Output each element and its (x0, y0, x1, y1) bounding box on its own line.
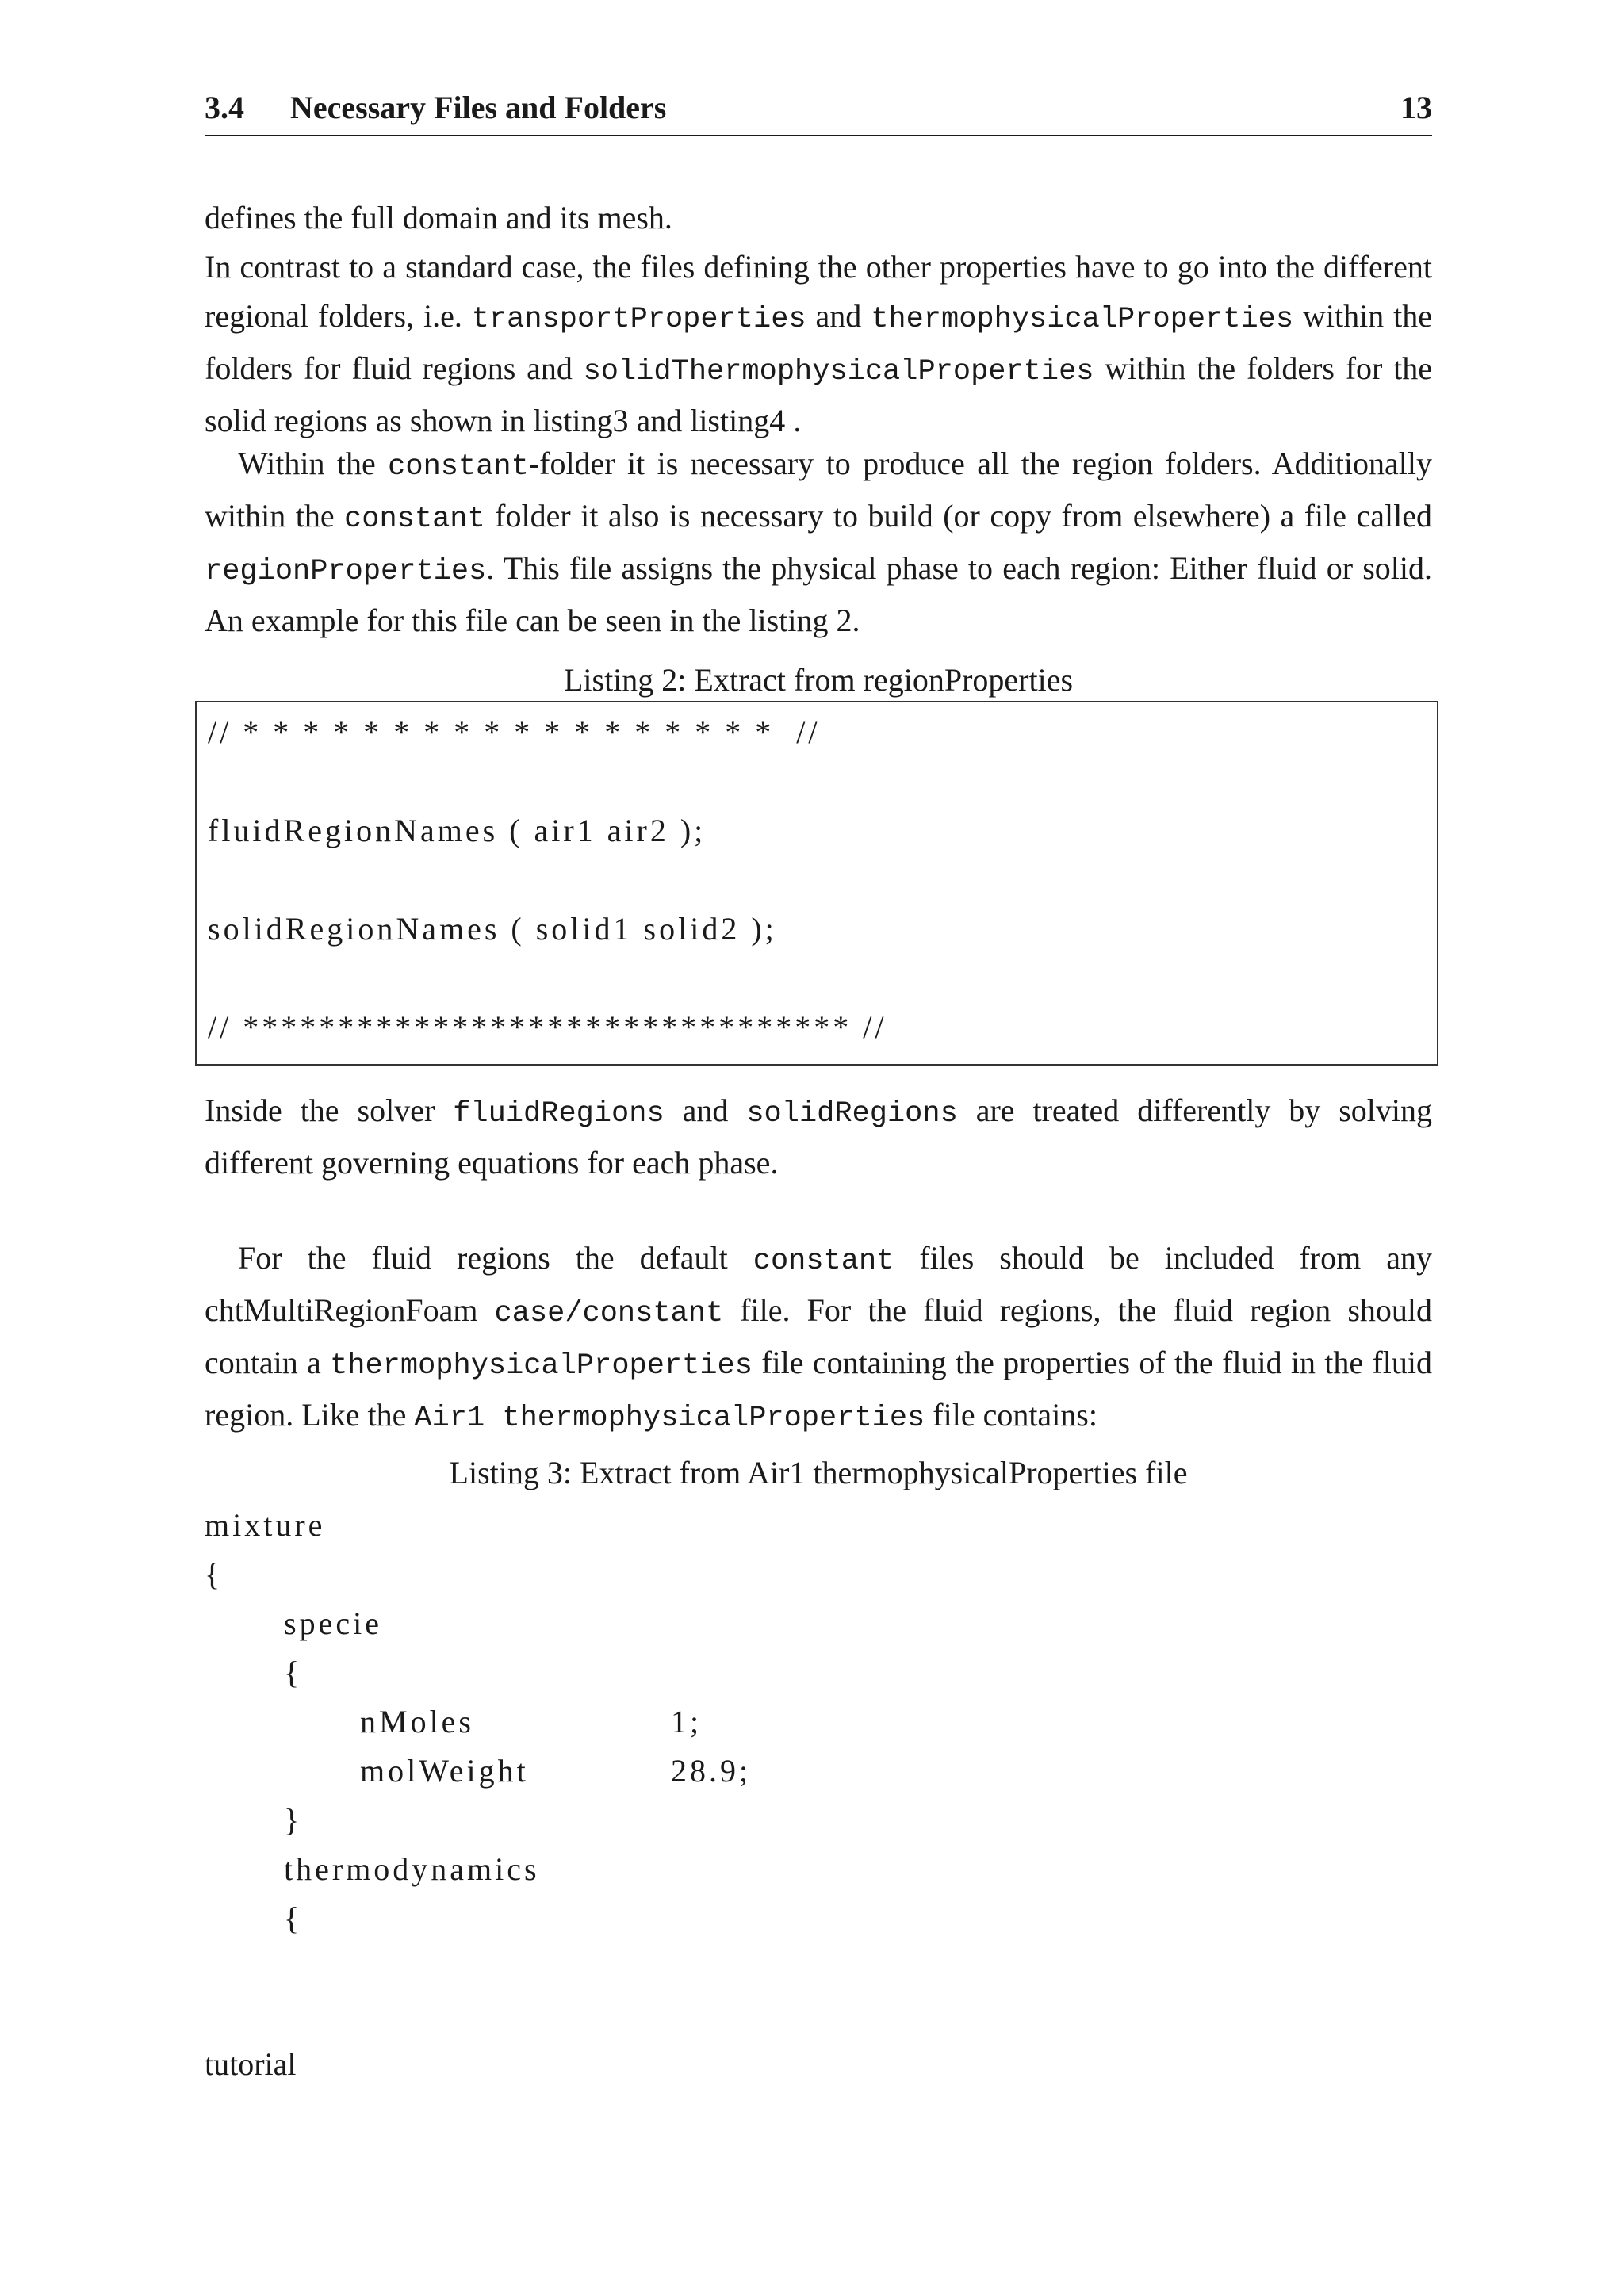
code-term: solidThermophysicalProperties (583, 355, 1094, 388)
code-line: specie (284, 1605, 382, 1641)
code-line: { (284, 1900, 303, 1936)
code-line: // * * * * * * * * * * * * * * * * * * // (208, 714, 821, 750)
code-line: thermodynamics (284, 1851, 540, 1887)
code-line: { (284, 1655, 303, 1690)
listing-3-code (205, 1506, 1432, 1998)
code-line: } (284, 1802, 303, 1838)
running-footer: tutorial (205, 2046, 297, 2082)
code-term: solidRegions (746, 1097, 958, 1131)
code-line: fluidRegionNames ( air1 air2 ); (208, 813, 707, 848)
listing-3-caption: Listing 3: Extract from Air1 thermophysicalProperties file (449, 1455, 1188, 1490)
code-term: Air1 thermophysicalProperties (414, 1402, 925, 1435)
paragraph-domain: defines the full domain and its mesh. (205, 200, 672, 235)
code-line: 28.9; (671, 1753, 752, 1789)
page-number: 13 (1400, 90, 1432, 125)
code-line: 1; (671, 1704, 703, 1739)
code-term: thermophysicalProperties (871, 303, 1294, 336)
code-line: { (205, 1556, 224, 1592)
code-term: thermophysicalProperties (330, 1349, 753, 1383)
code-line: mixture (205, 1507, 326, 1543)
code-line: solidRegionNames ( solid1 solid2 ); (208, 911, 777, 947)
listing-2-caption: Listing 2: Extract from regionProperties (563, 662, 1074, 698)
paragraph-regional-folders: In contrast to a standard case, the files defining the other properties have to go into the different regional folders, i.e. transportProperties and thermophysicalProperties within the folders for fluid regions and solidThermophysicalProperties within the folders for the solid regions as shown in listing3 and listing4 . (205, 249, 1432, 438)
code-line: molWeight (360, 1753, 529, 1789)
section-number: 3.4 (205, 90, 244, 125)
code-term: constant (344, 503, 485, 536)
paragraph-constant-folder: Within the constant-folder it is necessary to produce all the region folders. Additionally within the constant folder it also is necessary to build (or copy from elsewhere) a file called regionProperties. This file assigns the physical phase to each region: Either fluid or solid. An example for this file can be seen in the listing 2. (205, 446, 1432, 638)
code-term: constant (753, 1245, 894, 1278)
running-header (205, 89, 1432, 136)
code-term: fluidRegions (453, 1097, 665, 1131)
code-term: regionProperties (205, 555, 487, 588)
code-line: nMoles (360, 1704, 474, 1739)
section-title: Necessary Files and Folders (290, 90, 667, 125)
code-term: transportProperties (471, 303, 806, 336)
code-term: case/constant (494, 1297, 724, 1330)
listing-2-code-box (195, 701, 1438, 1066)
paragraph-solver-regions: Inside the solver fluidRegions and solidRegions are treated differently by solving different governing equations for each phase. (205, 1093, 1433, 1181)
code-line: // ******************************** // (208, 1009, 887, 1045)
code-term: constant (388, 450, 529, 484)
paragraph-fluid-regions: For the fluid regions the default constant files should be included from any chtMultiRegionFoam case/constant file. For the fluid regions, the fluid region should contain a thermophysicalProperties file containing the properties of the fluid in the fluid region. Like the Air1 thermophysicalProperties file contains: (205, 1240, 1432, 1435)
